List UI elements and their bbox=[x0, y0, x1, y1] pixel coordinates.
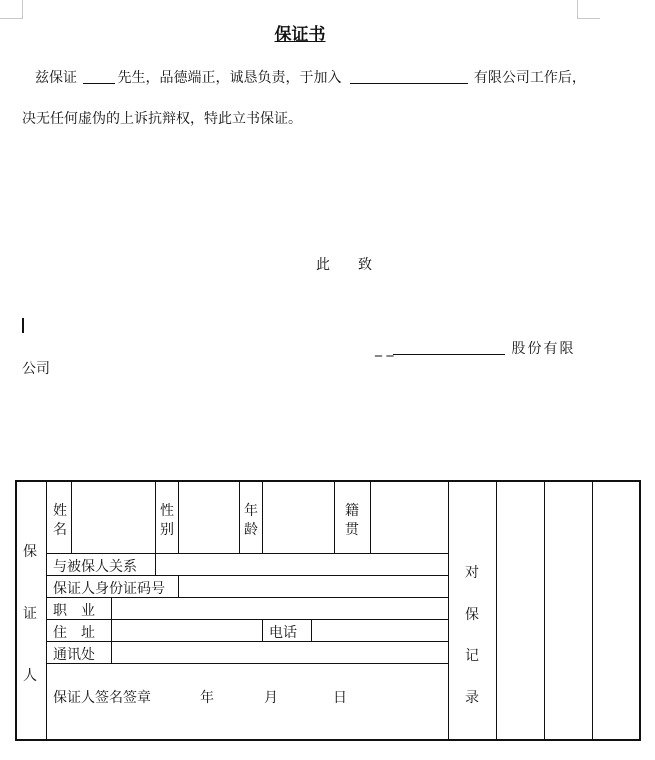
day-label: 日 bbox=[333, 690, 347, 706]
origin-label-char: 籍 bbox=[345, 503, 359, 519]
address-label: 住 址 bbox=[53, 625, 95, 641]
phone-label: 电话 bbox=[269, 625, 297, 641]
h-line bbox=[46, 619, 448, 620]
v-line bbox=[71, 481, 72, 553]
gender-label-char: 性 bbox=[160, 503, 174, 519]
relation-label: 与被保人关系 bbox=[53, 559, 137, 575]
id-label: 保证人身份证码号 bbox=[53, 581, 165, 597]
v-line bbox=[311, 619, 312, 641]
v-line bbox=[262, 619, 263, 641]
record-label-char: 记 bbox=[465, 648, 479, 664]
company-line bbox=[375, 338, 575, 358]
body-line-1 bbox=[35, 67, 586, 87]
body-line1-end: 有限公司工作后， bbox=[473, 70, 586, 86]
v-line bbox=[496, 481, 497, 740]
v-line bbox=[334, 481, 335, 553]
record-label-char: 录 bbox=[465, 690, 479, 706]
name-label-char: 姓 bbox=[53, 503, 67, 519]
company-prefix: _ _ bbox=[375, 341, 394, 357]
record-label-char: 保 bbox=[465, 607, 479, 623]
year-label: 年 bbox=[200, 690, 214, 706]
v-line bbox=[155, 553, 156, 575]
company-line-2: 公司 bbox=[22, 361, 50, 377]
record-label-char: 对 bbox=[465, 565, 479, 581]
guarantor-label-char: 保 bbox=[23, 544, 37, 560]
origin-label-char: 贯 bbox=[345, 522, 359, 538]
page-corner-left bbox=[0, 0, 23, 19]
month-label: 月 bbox=[264, 690, 278, 706]
company-blank[interactable] bbox=[350, 69, 468, 84]
v-line bbox=[155, 481, 156, 553]
guarantor-label-char: 人 bbox=[23, 668, 37, 684]
gender-label-char: 别 bbox=[160, 522, 174, 538]
company-suffix: 股份有限 bbox=[511, 341, 576, 357]
document-title: 保证书 bbox=[274, 25, 326, 45]
salutation-1: 此 bbox=[316, 257, 330, 273]
h-line bbox=[46, 641, 448, 642]
body-line-2: 决无任何虚伪的上诉抗辩权，特此立书保证。 bbox=[22, 111, 302, 127]
name-label-char: 名 bbox=[53, 522, 67, 538]
v-line bbox=[178, 481, 179, 553]
guarantor-label-char: 证 bbox=[23, 606, 37, 622]
v-line bbox=[111, 597, 112, 663]
v-line bbox=[178, 575, 179, 597]
v-line bbox=[448, 481, 449, 740]
v-line bbox=[46, 481, 47, 740]
v-line bbox=[544, 481, 545, 740]
h-line bbox=[46, 553, 448, 554]
v-line bbox=[239, 481, 240, 553]
age-label-char: 年 bbox=[244, 503, 258, 519]
age-label-char: 龄 bbox=[244, 522, 258, 538]
v-line bbox=[262, 481, 263, 553]
contact-label: 通讯处 bbox=[53, 647, 95, 663]
text-cursor bbox=[22, 318, 24, 333]
occupation-label: 职 业 bbox=[53, 603, 95, 619]
company-name-blank[interactable] bbox=[393, 340, 505, 355]
name-blank[interactable] bbox=[83, 69, 115, 84]
v-line bbox=[370, 481, 371, 553]
page-corner-right bbox=[577, 0, 600, 19]
h-line bbox=[46, 663, 448, 664]
v-line bbox=[592, 481, 593, 740]
salutation-2: 致 bbox=[358, 257, 372, 273]
signature-label: 保证人签名签章 bbox=[53, 690, 151, 706]
body-line1-start: 兹保证 bbox=[35, 70, 77, 86]
body-line1-mid: 先生，品德端正，诚恳负责，于加入 bbox=[117, 70, 342, 86]
